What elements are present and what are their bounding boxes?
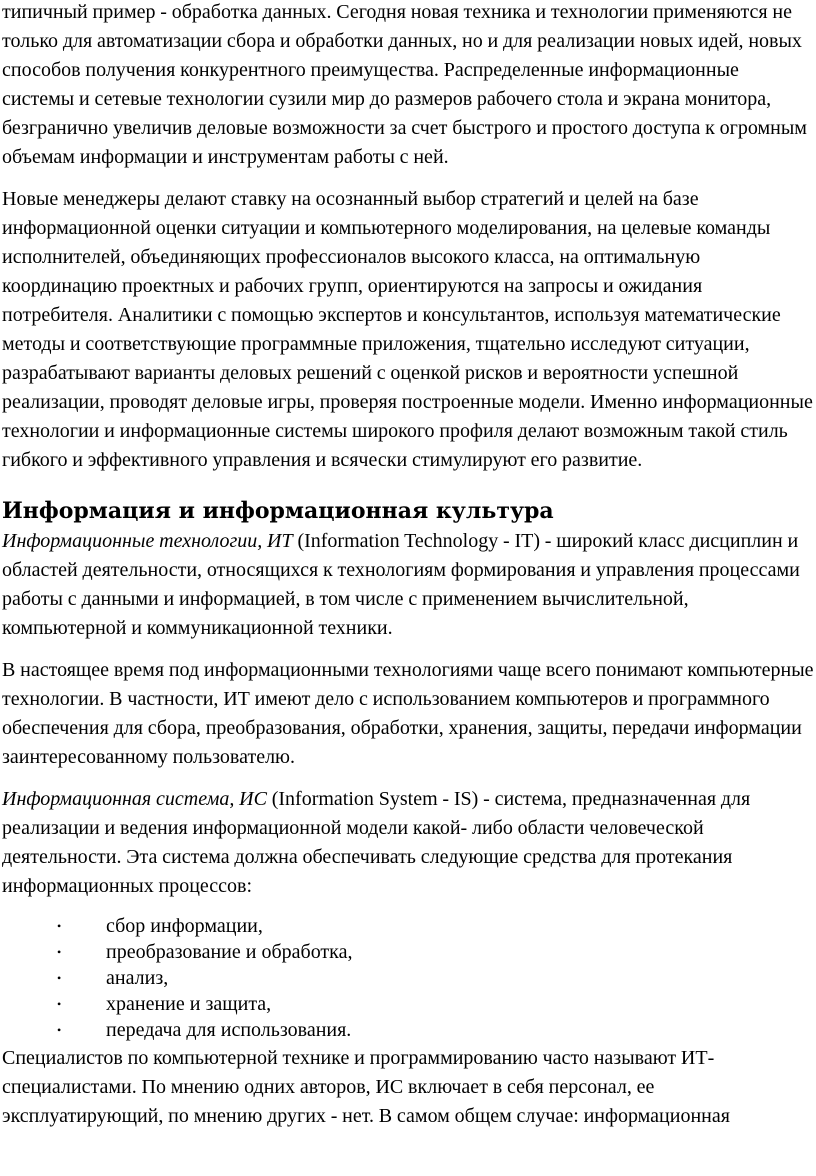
bullet-icon: • — [57, 945, 62, 959]
paragraph-is-definition — [2, 785, 814, 901]
list-item-text: передача для использования. — [106, 1019, 352, 1041]
paragraph-it-definition — [2, 527, 814, 643]
list-item — [2, 914, 814, 938]
list-item-text: преобразование и обработка, — [106, 941, 353, 963]
information-process-list — [2, 914, 814, 1042]
bullet-icon: • — [57, 971, 62, 985]
list-item — [2, 992, 814, 1016]
bullet-icon: • — [57, 997, 62, 1011]
is-definition-text: (Information System - IS) - система, предназначенная для реализации и ведения информационной модели какой- либо области человеческой деятельности. Эта система должна обеспечивать следующие средства для протекания информационных процессов: — [2, 788, 751, 897]
is-term: Информационная система, ИС — [2, 788, 267, 810]
paragraph-computer-technologies: В настоящее время под информационными технологиями чаще всего понимают компьютерные технологии. В частности, ИТ имеют дело с использованием компьютеров и программного обеспечения для сбора, преобразования, обработки, хранения, защиты, передачи информации заинтересованному пользователю. — [2, 659, 814, 768]
list-item — [2, 966, 814, 990]
paragraph-new-managers: Новые менеджеры делают ставку на осознанный выбор стратегий и целей на базе информационной оценки ситуации и компьютерного моделирования, на целевые команды исполнителей, объединяющих профессионалов высокого класса, на оптимальную координацию проектных и рабочих групп, ориентируются на запросы и ожидания потребителя. Аналитики с помощью экспертов и консультантов, используя математические методы и соответствующие программные приложения, тщательно исследуют ситуации, разрабатывают варианты деловых решений с оценкой рисков и вероятности успешной реализации, проводят деловые игры, проверяя построенные модели. Именно информационные технологии и информационные системы широкого профиля делают возможным такой стиль гибкого и эффективного управления и всячески стимулируют его развитие. — [2, 188, 813, 471]
bullet-icon: • — [57, 1023, 62, 1037]
paragraph-data-processing: типичный пример - обработка данных. Сегодня новая техника и технологии применяются не только для автоматизации сбора и обработки данных, но и для реализации новых идей, новых способов получения конкурентного преимущества. Распределенные информационные системы и сетевые технологии сузили мир до размеров рабочего стола и экрана монитора, безгранично увеличив деловые возможности за счет быстрого и простого доступа к огромным объемам информации и инструментам работы с ней. — [2, 1, 807, 168]
paragraph-it-specialists: Специалистов по компьютерной технике и программированию часто называют ИТ-специалистами. По мнению одних авторов, ИС включает в себя персонал, ее эксплуатирующий, по мнению других - нет. В самом общем случае: информационная — [2, 1047, 730, 1127]
list-item — [2, 940, 814, 964]
section-heading: Информация и информационная культура — [2, 498, 554, 524]
list-item-text: хранение и защита, — [106, 993, 272, 1015]
bullet-icon: • — [57, 919, 62, 933]
it-term: Информационные технологии, ИТ — [2, 530, 293, 552]
it-definition-text: (Information Technology - IT) - широкий класс дисциплин и областей деятельности, относящихся к технологиям формирования и управления процессами работы с данными и информацией, в том числе с применением вычислительной, компьютерной и коммуникационной техники. — [2, 530, 800, 639]
list-item-text: сбор информации, — [106, 915, 263, 937]
list-item-text: анализ, — [106, 967, 169, 989]
list-item — [2, 1018, 814, 1042]
